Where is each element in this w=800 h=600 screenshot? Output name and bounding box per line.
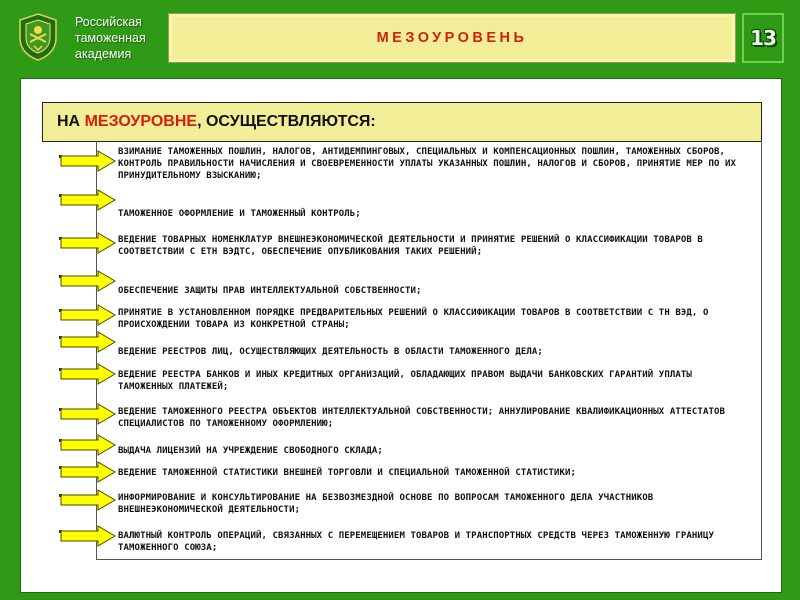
header-highlight: МЕЗОУРОВНЕ — [84, 113, 198, 130]
org-line-1: Российская — [75, 15, 142, 29]
arrow-right-icon — [60, 489, 116, 511]
list-item: ВЕДЕНИЕ ТАМОЖЕННОЙ СТАТИСТИКИ ВНЕШНЕЙ ТОРГОВЛИ И СПЕЦИАЛЬНОЙ ТАМОЖЕННОЙ СТАТИСТИКИ; — [118, 468, 577, 478]
arrow-right-icon — [60, 150, 116, 172]
section-header — [42, 102, 762, 142]
slide-title: МЕЗОУРОВЕНЬ — [376, 30, 528, 46]
list-item: ВЕДЕНИЕ РЕЕСТРА БАНКОВ И ИНЫХ КРЕДИТНЫХ ОРГАНИЗАЦИЙ, ОБЛАДАЮЩИХ ПРАВОМ ВЫДАЧИ БАНКОВСКИХ ГАРАНТИЙ УПЛАТЫ ТАМОЖЕННЫХ ПЛАТЕЖЕЙ; — [118, 370, 692, 392]
organization-name — [75, 14, 146, 62]
list-item: ВЗИМАНИЕ ТАМОЖЕННЫХ ПОШЛИН, НАЛОГОВ, АНТИДЕМПИНГОВЫХ, СПЕЦИАЛЬНЫХ И КОМПЕНСАЦИОННЫХ ПОШЛИН, ТАМОЖЕННЫХ СБОРОВ, КОНТРОЛЬ ПРАВИЛЬНОСТИ НАЧИСЛЕНИЯ И СВОЕВРЕМЕННОСТИ УПЛАТЫ УКАЗАННЫХ ПОШЛИН, НАЛОГОВ И СБОРОВ, ПРИНЯТИЕ МЕР ПО ИХ ПРИНУДИТЕЛЬНОМУ ВЗЫСКАНИЮ; — [118, 147, 737, 181]
arrow-right-icon — [60, 189, 116, 211]
header-suffix: , ОСУЩЕСТВЛЯЮТСЯ: — [197, 113, 376, 130]
org-line-3: академия — [75, 47, 132, 61]
header-prefix: НА — [57, 113, 85, 130]
arrow-right-icon — [60, 331, 116, 353]
academy-emblem-icon — [16, 12, 60, 62]
arrow-right-icon — [60, 270, 116, 292]
arrow-right-icon — [60, 363, 116, 385]
arrow-right-icon — [60, 434, 116, 456]
list-item: ВЕДЕНИЕ ТАМОЖЕННОГО РЕЕСТРА ОБЪЕКТОВ ИНТЕЛЛЕКТУАЛЬНОЙ СОБСТВЕННОСТИ; АННУЛИРОВАНИЕ КВАЛИФИКАЦИОННЫХ АТТЕСТАТОВ СПЕЦИАЛИСТОВ ПО ТАМОЖЕННОМУ ОФОРМЛЕНИЮ; — [118, 407, 726, 429]
arrow-right-icon — [60, 304, 116, 326]
page-number: 13 — [742, 13, 784, 63]
list-item: ТАМОЖЕННОЕ ОФОРМЛЕНИЕ И ТАМОЖЕННЫЙ КОНТРОЛЬ; — [118, 209, 361, 219]
arrow-right-icon — [60, 403, 116, 425]
arrow-right-icon — [60, 525, 116, 547]
list-item: ПРИНЯТИЕ В УСТАНОВЛЕННОМ ПОРЯДКЕ ПРЕДВАРИТЕЛЬНЫХ РЕШЕНИЙ О КЛАССИФИКАЦИИ ТОВАРОВ В СООТВЕТСТВИИ С ТН ВЭД, О ПРОИСХОЖДЕНИИ ТОВАРА ИЗ КОНКРЕТНОЙ СТРАНЫ; — [118, 308, 709, 330]
list-item: ВЕДЕНИЕ РЕЕСТРОВ ЛИЦ, ОСУЩЕСТВЛЯЮЩИХ ДЕЯТЕЛЬНОСТЬ В ОБЛАСТИ ТАМОЖЕННОГО ДЕЛА; — [118, 347, 543, 357]
list-item: ВАЛЮТНЫЙ КОНТРОЛЬ ОПЕРАЦИЙ, СВЯЗАННЫХ С ПЕРЕМЕЩЕНИЕМ ТОВАРОВ И ТРАНСПОРТНЫХ СРЕДСТВ ЧЕРЕЗ ТАМОЖЕННУЮ ГРАНИЦУ ТАМОЖЕННОГО СОЮЗА; — [118, 531, 714, 553]
slide-title-box — [168, 13, 736, 63]
arrow-right-icon — [60, 232, 116, 254]
list-item: ОБЕСПЕЧЕНИЕ ЗАЩИТЫ ПРАВ ИНТЕЛЛЕКТУАЛЬНОЙ СОБСТВЕННОСТИ; — [118, 286, 422, 296]
list-item: ИНФОРМИРОВАНИЕ И КОНСУЛЬТИРОВАНИЕ НА БЕЗВОЗМЕЗДНОЙ ОСНОВЕ ПО ВОПРОСАМ ТАМОЖЕННОГО ДЕЛА УЧАСТНИКОВ ВНЕШНЕЭКОНОМИЧЕСКОЙ ДЕЯТЕЛЬНОСТИ; — [118, 493, 654, 515]
org-line-2: таможенная — [75, 31, 146, 45]
arrow-right-icon — [60, 461, 116, 483]
list-item: ВЕДЕНИЕ ТОВАРНЫХ НОМЕНКЛАТУР ВНЕШНЕЭКОНОМИЧЕСКОЙ ДЕЯТЕЛЬНОСТИ И ПРИНЯТИЕ РЕШЕНИЙ О КЛАССИФИКАЦИИ ТОВАРОВ В СООТВЕТСТВИИ С ЕТН ВЭДТС, ОБЕСПЕЧЕНИЕ ОПУБЛИКОВАНИЯ ТАКИХ РЕШЕНИЙ; — [118, 235, 703, 257]
list-item: ВЫДАЧА ЛИЦЕНЗИЙ НА УЧРЕЖДЕНИЕ СВОБОДНОГО СКЛАДА; — [118, 446, 383, 456]
